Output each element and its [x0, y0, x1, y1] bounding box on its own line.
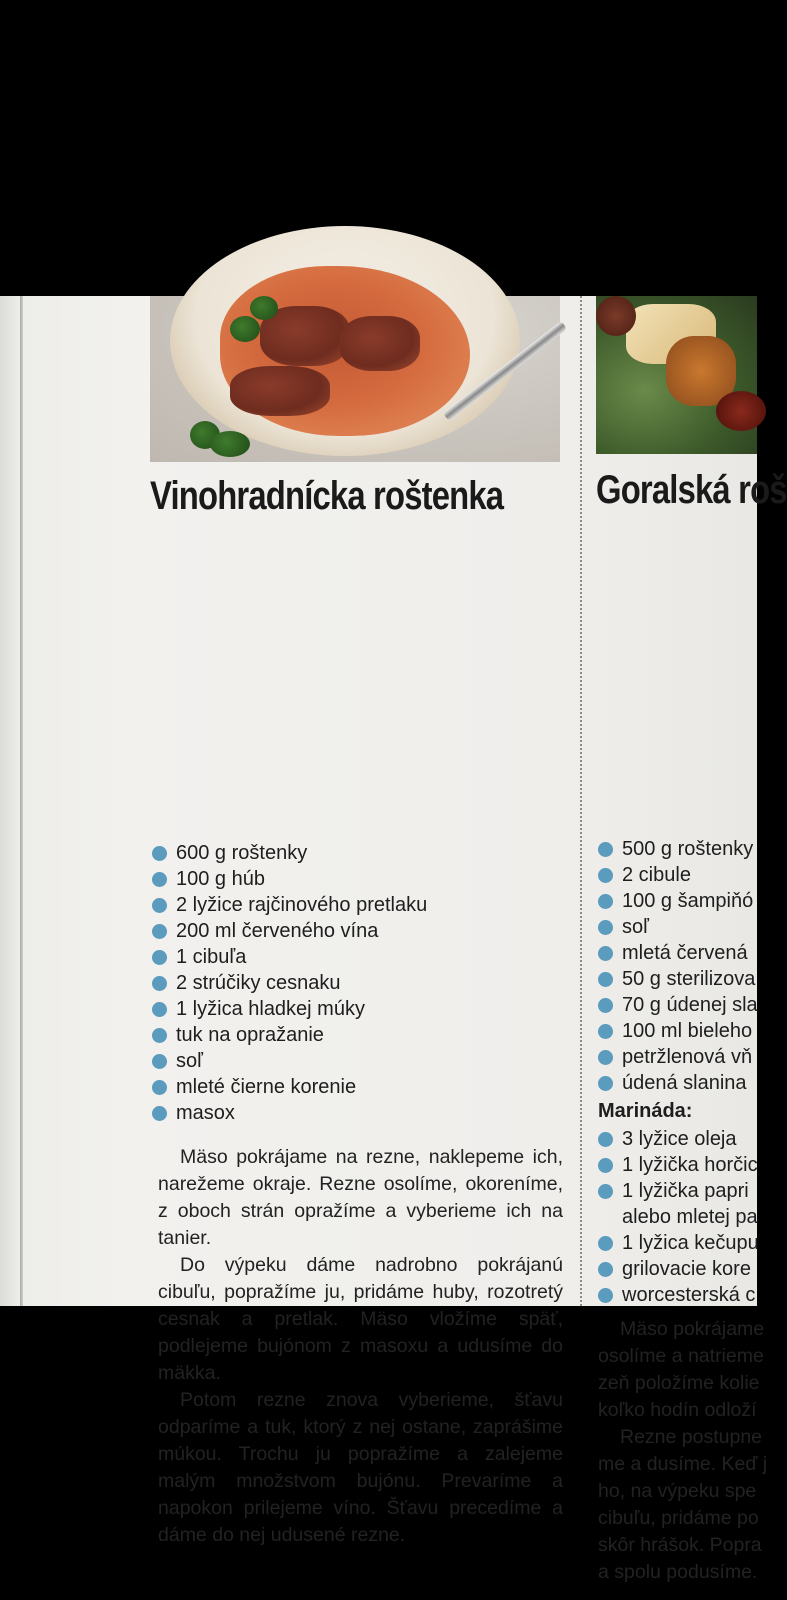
parsley-garnish — [250, 296, 278, 320]
page-spine — [20, 296, 23, 1306]
bullet-icon — [598, 842, 613, 857]
bullet-icon — [152, 898, 167, 913]
bullet-icon — [152, 1002, 167, 1017]
bullet-icon — [152, 1028, 167, 1043]
instruction-paragraph: Mäso pokrájame na rezne, naklepeme ich, narežeme okraje. Rezne osolíme, okoreníme, z oboch strán opražíme a vyberieme ich na tanier. — [158, 1146, 563, 1249]
recipe-instructions — [598, 1316, 768, 1586]
cookbook-page — [0, 296, 787, 1583]
parsley-garnish — [230, 316, 260, 342]
recipe-title: Vinohradnícka roštenka — [150, 474, 504, 518]
instruction-line: Rezne postupne — [620, 1426, 763, 1448]
ingredient-item: 1 lyžička papri — [598, 1178, 759, 1204]
bullet-icon — [598, 894, 613, 909]
bullet-icon — [598, 946, 613, 961]
bullet-icon — [598, 868, 613, 883]
bullet-icon — [152, 924, 167, 939]
ingredient-item: 2 lyžice rajčinového pretlaku — [152, 892, 427, 918]
column-divider — [580, 296, 582, 1306]
roastbeef-dish-photo — [150, 296, 560, 462]
instruction-line: a spolu podusíme. — [598, 1561, 758, 1583]
ingredient-item: 100 g húb — [152, 866, 427, 892]
bullet-icon — [598, 1132, 613, 1147]
bullet-icon — [598, 1262, 613, 1277]
instruction-line: osolíme a natrieme — [598, 1345, 764, 1367]
ingredient-item: 600 g roštenky — [152, 840, 427, 866]
instruction-line: skôr hrášok. Popra — [598, 1534, 762, 1556]
instruction-line: Mäso pokrájame — [620, 1318, 765, 1340]
instruction-line: me a dusíme. Keď j — [598, 1453, 768, 1475]
parsley-garnish — [210, 431, 250, 457]
bullet-icon — [152, 1080, 167, 1095]
bullet-icon — [152, 1054, 167, 1069]
ingredient-item: masox — [152, 1100, 427, 1126]
bullet-icon — [598, 1024, 613, 1039]
ingredient-item: grilovacie kore — [598, 1256, 759, 1282]
bullet-icon — [598, 998, 613, 1013]
ingredient-list — [598, 836, 758, 1096]
meat-slice — [230, 366, 330, 416]
ingredient-item: 1 cibuľa — [152, 944, 427, 970]
ingredient-item: soľ — [598, 914, 758, 940]
bullet-icon — [598, 972, 613, 987]
bullet-icon — [598, 1076, 613, 1091]
recipe-title: Goralská roš — [596, 468, 787, 512]
marinade-heading: Marináda: — [598, 1100, 693, 1122]
marinade-list — [598, 1126, 759, 1308]
ingredient-item-continued: alebo mletej pa — [622, 1206, 758, 1228]
instruction-line: zeň položíme kolie — [598, 1372, 760, 1394]
bullet-icon — [152, 1106, 167, 1121]
ingredient-item: tuk na opražanie — [152, 1022, 427, 1048]
instruction-line: ho, na výpeku spe — [598, 1480, 757, 1502]
recipe-instructions — [158, 1144, 563, 1549]
ingredient-item: soľ — [152, 1048, 427, 1074]
bullet-icon — [598, 920, 613, 935]
bullet-icon — [152, 976, 167, 991]
bullet-icon — [152, 872, 167, 887]
instruction-line: cibuľu, pridáme po — [598, 1507, 759, 1529]
ingredient-item: 1 lyžička horčic — [598, 1152, 759, 1178]
bullet-icon — [152, 846, 167, 861]
bullet-icon — [598, 1184, 613, 1199]
right-column-crop — [596, 296, 787, 1583]
ingredient-item: údená slanina — [598, 1070, 758, 1096]
bullet-icon — [598, 1158, 613, 1173]
ingredient-item: 50 g sterilizova — [598, 966, 758, 992]
ingredient-item: 2 strúčiky cesnaku — [152, 970, 427, 996]
ingredient-item: mleté čierne korenie — [152, 1074, 427, 1100]
ingredient-item: 70 g údenej sla — [598, 992, 758, 1018]
ingredient-item: 2 cibule — [598, 862, 758, 888]
instruction-paragraph: Do výpeku dáme nadrobno pokrájanú cibuľu, popražíme ju, pridáme huby, rozotretý cesnak a pretlak. Mäso vložíme späť, podlejeme bujónom z masoxu a udusíme do mäkka. — [158, 1254, 563, 1384]
bullet-icon — [598, 1288, 613, 1303]
ingredient-item: 100 ml bieleho — [598, 1018, 758, 1044]
bullet-icon — [598, 1236, 613, 1251]
ingredient-item: 500 g roštenky — [598, 836, 758, 862]
ingredient-item: 3 lyžice oleja — [598, 1126, 759, 1152]
ingredient-item: 200 ml červeného vína — [152, 918, 427, 944]
ingredient-item: petržlenová vň — [598, 1044, 758, 1070]
meat-slice — [340, 316, 420, 371]
bullet-icon — [152, 950, 167, 965]
ingredient-item: 1 lyžica kečupu — [598, 1230, 759, 1256]
ingredient-item: worcesterská c — [598, 1282, 759, 1308]
ingredient-item: 1 lyžica hladkej múky — [152, 996, 427, 1022]
instruction-paragraph: Potom rezne znova vyberieme, šťavu odparíme a tuk, ktorý z nej ostane, zaprášime múkou. Trochu ju popražíme a zalejeme malým množstvom bujónu. Prevaríme a napokon prilejeme víno. Šťavu precedíme a dáme do nej udusené rezne. — [158, 1389, 563, 1546]
ingredient-item: mletá červená — [598, 940, 758, 966]
ingredient-list — [152, 840, 427, 1126]
ingredient-item: 100 g šampiňó — [598, 888, 758, 914]
instruction-line: koľko hodín odloží — [598, 1399, 757, 1421]
bullet-icon — [598, 1050, 613, 1065]
